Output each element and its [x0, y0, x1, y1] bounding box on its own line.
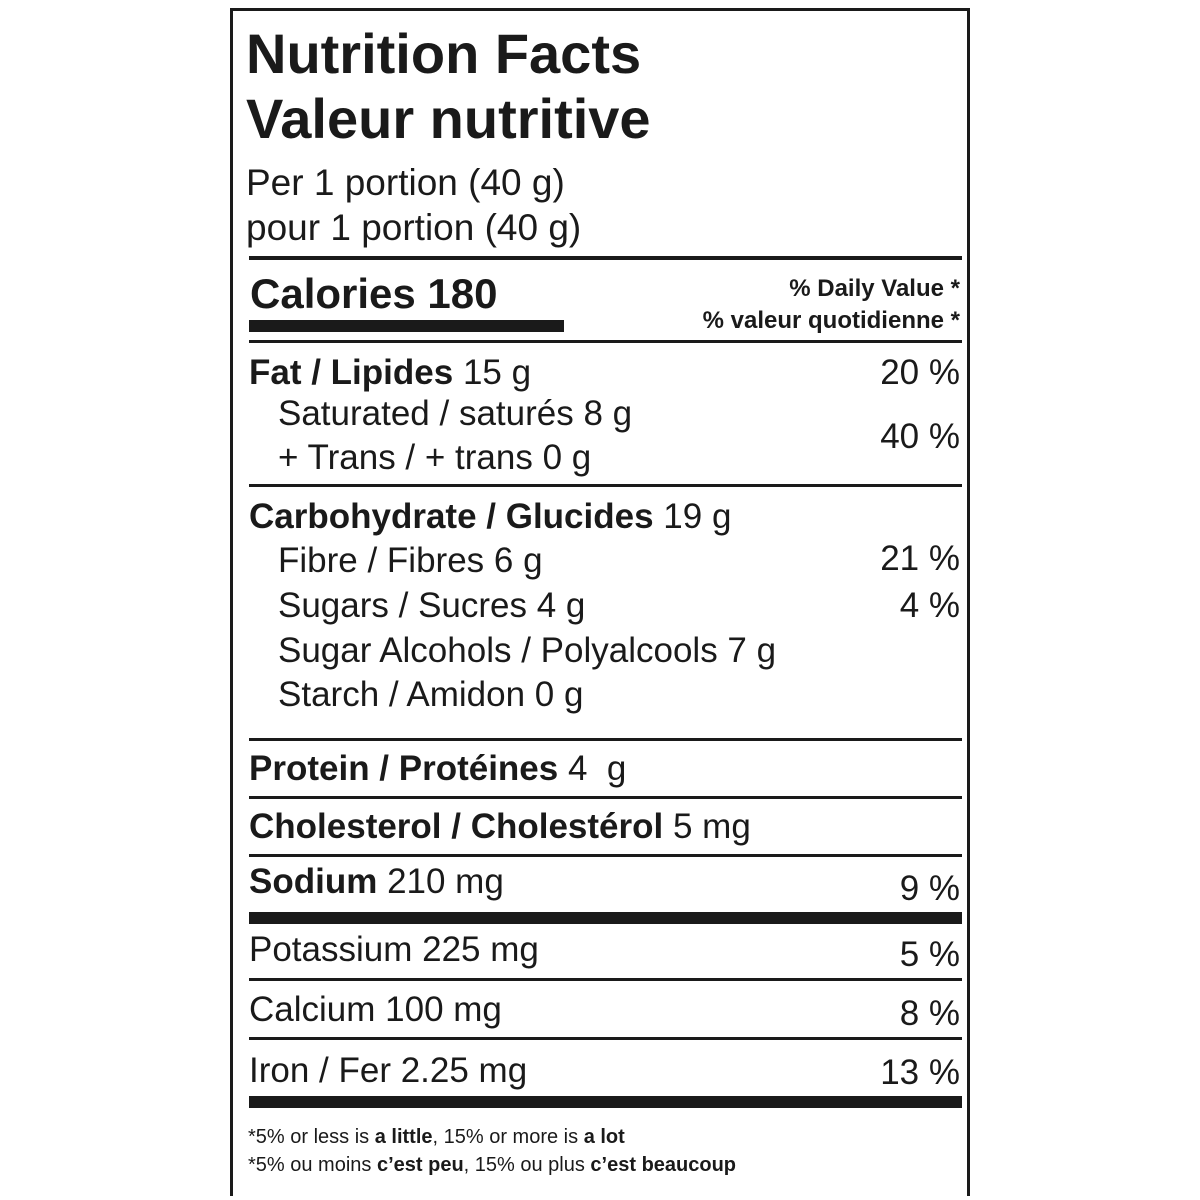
divider-fat [249, 484, 962, 487]
fibre-percent: 21 % [880, 539, 960, 578]
fat-label: Fat / Lipides [249, 353, 454, 392]
protein-row [249, 751, 626, 786]
fat-amount: 15 g [462, 353, 532, 392]
divider-protein [249, 796, 962, 799]
potassium-row: Potassium 225 mg [249, 930, 539, 969]
carbohydrate-label: Carbohydrate / Glucides [249, 497, 654, 536]
title-french: Valeur nutritive [246, 87, 651, 150]
footnote-english [248, 1127, 625, 1147]
cholesterol-label: Cholesterol / Cholestérol [249, 807, 664, 846]
divider-serving [249, 256, 962, 260]
serving-french: pour 1 portion (40 g) [246, 207, 582, 248]
footnote-french [248, 1155, 736, 1175]
calories-value: 180 [427, 270, 498, 317]
sodium-row [249, 864, 504, 899]
footnote-french-part2: , 15% ou plus [463, 1154, 591, 1176]
carbohydrate-row [249, 499, 731, 534]
serving-english: Per 1 portion (40 g) [246, 162, 565, 203]
sugars-percent: 4 % [899, 586, 960, 625]
calcium-row: Calcium 100 mg [249, 990, 502, 1029]
protein-amount: 4 g [567, 749, 627, 788]
divider-iron-thick [249, 1096, 962, 1108]
carbohydrate-amount: 19 g [663, 497, 732, 536]
saturated-trans-percent: 40 % [880, 417, 960, 456]
divider-cholesterol [249, 854, 962, 857]
daily-value-french: % valeur quotidienne * [702, 307, 960, 334]
footnote-french-peu: c’est peu [376, 1154, 464, 1176]
divider-calories [249, 340, 962, 343]
cholesterol-row [249, 809, 751, 844]
calories-label: Calories [250, 270, 416, 317]
footnote-english-part1: *5% or less is [248, 1126, 375, 1148]
calcium-percent: 8 % [899, 994, 960, 1033]
fat-row [249, 355, 531, 390]
divider-calcium [249, 1037, 962, 1040]
footnote-french-beaucoup: c’est beaucoup [590, 1154, 737, 1176]
divider-sodium-thick [249, 912, 962, 924]
fibre-row: Fibre / Fibres 6 g [278, 541, 543, 580]
sodium-label: Sodium [249, 862, 378, 901]
cholesterol-amount: 5 mg [672, 807, 751, 846]
sugar-alcohols-row: Sugar Alcohols / Polyalcools 7 g [278, 631, 777, 670]
iron-row: Iron / Fer 2.25 mg [249, 1051, 528, 1090]
sugars-row: Sugars / Sucres 4 g [278, 586, 586, 625]
divider-carbohydrate [249, 738, 962, 741]
daily-value-english: % Daily Value * [789, 275, 960, 302]
divider-potassium [249, 978, 962, 981]
protein-label: Protein / Protéines [249, 749, 559, 788]
sodium-amount: 210 mg [387, 862, 504, 901]
footnote-english-part2: , 15% or more is [432, 1126, 584, 1148]
calories-row [250, 270, 498, 317]
fat-percent: 20 % [880, 353, 960, 392]
footnote-french-part1: *5% ou moins [248, 1154, 377, 1176]
potassium-percent: 5 % [899, 935, 960, 974]
calories-underline [249, 320, 564, 332]
sodium-percent: 9 % [899, 869, 960, 908]
starch-row: Starch / Amidon 0 g [278, 675, 584, 714]
saturated-row: Saturated / saturés 8 g [278, 394, 633, 433]
trans-row: + Trans / + trans 0 g [278, 438, 592, 477]
title-english: Nutrition Facts [246, 22, 642, 85]
footnote-english-little: a little [374, 1126, 433, 1148]
footnote-english-lot: a lot [583, 1126, 625, 1148]
iron-percent: 13 % [880, 1053, 960, 1092]
